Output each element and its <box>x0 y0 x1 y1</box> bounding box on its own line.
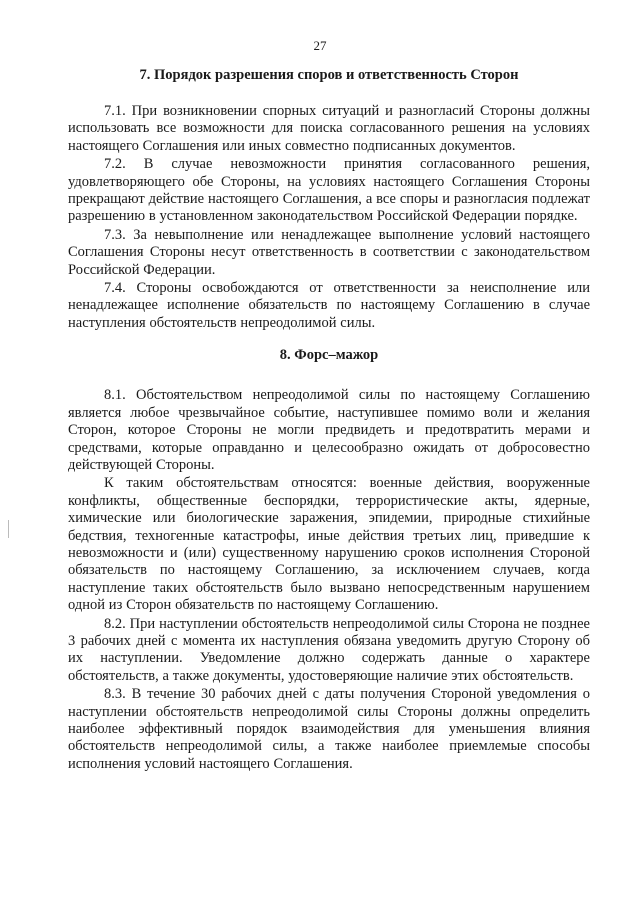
section-title-force-majeure: 8. Форс–мажор <box>279 347 379 364</box>
paragraph-7-4: 7.4. Стороны освобождаются от ответственности за неисполнение или ненадлежащее исполнение обязательств по настоящему Соглашению в случае наступления обстоятельств непреодолимой силы. <box>68 280 590 331</box>
paragraph-8-1-list: К таким обстоятельствам относятся: военные действия, вооруженные конфликты, общественные беспорядки, террористические акты, ядерные, химические или биологические заражения, эпидемии, природные стихийные бедствия, техногенные катастрофы, иные действия третьих лиц, приведшие к невозможности и (или) существенному нарушению сроков исполнения Стороной обязательств по настоящему Соглашению, за исключением случаев, когда наступление таких обстоятельств было вызвано непосредственным нарушением одной из Сторон обязательств по настоящему Соглашению. <box>68 475 590 614</box>
spacer <box>68 84 590 103</box>
section-title-disputes: 7. Порядок разрешения споров и ответственность Сторон <box>139 67 519 83</box>
paragraph-8-1: 8.1. Обстоятельством непреодолимой силы по настоящему Соглашению является любое чрезвычайное событие, наступившее помимо воли и желания Сторон, которое Стороны не могли предвидеть и предотвратить мерами и средствами, которые оправданно и целесообразно ожидать от добросовестно действующей Стороны. <box>68 387 590 473</box>
paragraph-7-1: 7.1. При возникновении спорных ситуаций и разногласий Стороны должны использовать все возможности для поиска согласованного решения на условиях настоящего Соглашения или иных совместно подписанных документов. <box>68 103 590 154</box>
paragraph-8-2: 8.2. При наступлении обстоятельств непреодолимой силы Сторона не позднее 3 рабочих дней с момента их наступления обязана уведомить другую Сторону об их наступлении. Уведомление должно содержать данные о характере обстоятельств, а также документы, удостоверяющие наличие этих обстоятельств. <box>68 615 590 684</box>
page-number: 27 <box>313 38 327 53</box>
spacer <box>68 364 590 387</box>
margin-mark <box>8 520 9 538</box>
document-body <box>68 67 590 773</box>
paragraph-7-2: 7.2. В случае невозможности принятия согласованного решения, удовлетворяющего обе Стороны, на условиях настоящего Соглашения Стороны прекращают действие настоящего Соглашения, а все споры и разногласия подлежат разрешению в установленном законодательством Российской Федерации порядке. <box>68 156 590 225</box>
paragraph-7-3: 7.3. За невыполнение или ненадлежащее выполнение условий настоящего Соглашения Стороны несут ответственность в соответствии с законодательством Российской Федерации. <box>68 226 590 278</box>
paragraph-8-3: 8.3. В течение 30 рабочих дней с даты получения Стороной уведомления о наступлении обстоятельств непреодолимой силы Стороны должны определить наиболее эффективный порядок взаимодействия для уменьшения влияния обстоятельств непреодолимой силы, а также наиболее приемлемые способы исполнения условий настоящего Соглашения. <box>68 686 590 772</box>
